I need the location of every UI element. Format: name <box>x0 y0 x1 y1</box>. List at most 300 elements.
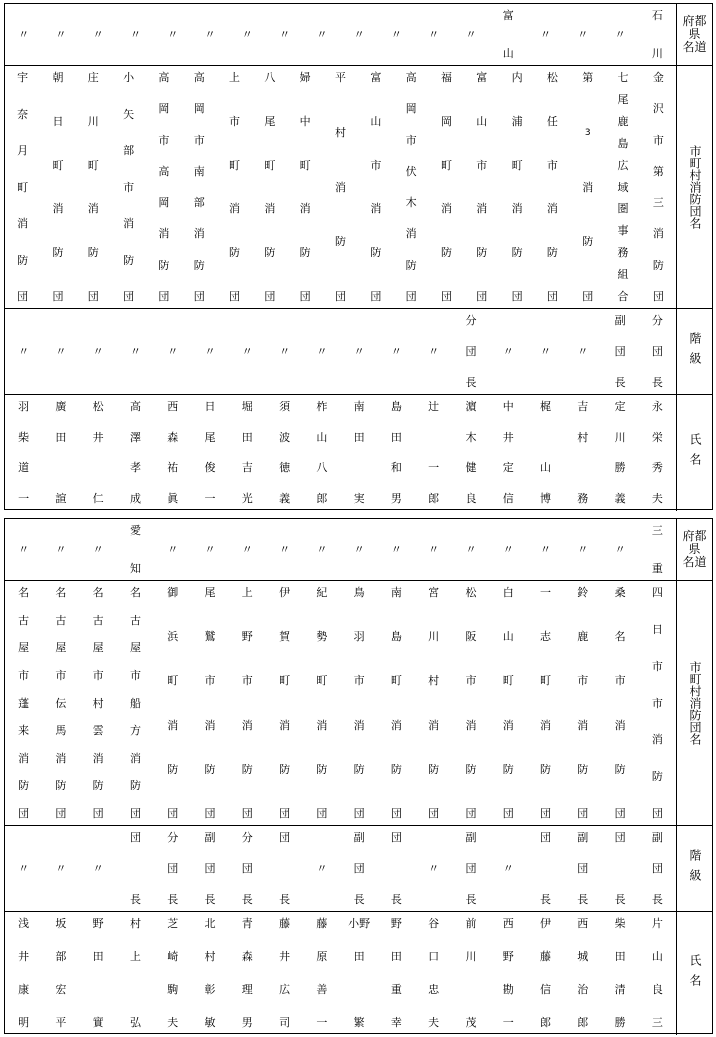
cell-char: 〃 <box>316 28 328 41</box>
cell-char: 〃 <box>204 28 216 41</box>
cell-char: 市 <box>546 158 558 172</box>
cell-char: 信 <box>502 492 514 505</box>
cell-name <box>117 912 154 1035</box>
cell-char: 小 <box>123 71 135 84</box>
cell-char: 田 <box>92 950 104 963</box>
cell-char: 消 <box>52 202 64 216</box>
cell-char: 船 <box>129 696 141 710</box>
cell-char: 防 <box>428 762 440 776</box>
cell-char: 宮 <box>428 586 440 599</box>
cell-muni <box>564 581 601 825</box>
cell-char: 柞 <box>316 400 328 413</box>
cell-char: 朝 <box>52 71 64 84</box>
cell-char: 成 <box>129 492 141 505</box>
cell-char: 消 <box>582 180 594 194</box>
cell-char: 白 <box>502 586 514 599</box>
cell-char: 部 <box>193 196 205 210</box>
cell-char: 上 <box>129 950 141 963</box>
cell-char: 芝 <box>167 917 179 930</box>
cell-char: 市 <box>405 133 417 147</box>
cell-char: 消 <box>167 718 179 732</box>
cell-muni <box>393 66 428 308</box>
cell-char: 〃 <box>167 28 179 41</box>
cell-char: 栄 <box>651 430 663 444</box>
cell-char: 知 <box>129 562 141 575</box>
cell-char: 田 <box>614 950 626 963</box>
cell-rank <box>303 826 340 911</box>
cell-char: 石 <box>651 9 663 22</box>
cell-char: 長 <box>577 893 589 906</box>
cell-char: 副 <box>204 831 216 844</box>
cell-char: 町 <box>511 158 523 172</box>
cell-char: 第 <box>652 164 664 178</box>
cell-char: 防 <box>582 235 594 249</box>
cell-char: 藤 <box>540 950 551 963</box>
cell-char: 岡 <box>193 102 205 116</box>
cell-char: 〃 <box>540 543 551 556</box>
cell-rank <box>229 309 266 394</box>
cell-char: 団 <box>123 290 135 303</box>
cell-char: 団 <box>511 290 523 303</box>
cell-muni <box>40 66 75 308</box>
cell-char: 郎 <box>540 1016 551 1029</box>
cell-rank <box>415 309 452 394</box>
cell-char: 〃 <box>577 345 589 358</box>
cell-pref <box>527 4 564 65</box>
cell-char: 団 <box>241 862 253 875</box>
cell-rank <box>80 309 117 394</box>
cell-char: 良 <box>651 983 663 996</box>
header-label: 氏名 <box>688 433 702 473</box>
cell-char: 市 <box>158 133 170 147</box>
cell-char: 市 <box>370 158 382 172</box>
cell-char: 団 <box>440 290 452 303</box>
cell-char: 消 <box>476 202 488 216</box>
cell-muni <box>182 66 217 308</box>
cell-char: 三 <box>651 524 663 537</box>
cell-char: 〃 <box>241 543 253 556</box>
cell-muni <box>378 581 415 825</box>
cell-char: 消 <box>502 718 514 732</box>
cell-char: 川 <box>614 430 626 444</box>
cell-char: 南 <box>390 586 402 599</box>
cell-char: 治 <box>577 983 589 996</box>
cell-char: 茂 <box>465 1016 477 1029</box>
cell-pref <box>341 4 378 65</box>
cell-rank <box>154 826 191 911</box>
cell-char: 島 <box>617 136 629 150</box>
cell-char: 任 <box>546 114 558 128</box>
cell-char: 岡 <box>158 102 170 116</box>
cell-pref <box>229 519 266 580</box>
row-rank <box>5 309 712 395</box>
cell-char: 名 <box>92 586 104 599</box>
cell-pref <box>154 519 191 580</box>
cell-char: 男 <box>241 1016 253 1029</box>
cell-char: 消 <box>405 227 417 241</box>
cell-muni <box>154 581 191 825</box>
cell-char: 郎 <box>428 492 440 505</box>
cell-char: 村 <box>129 917 141 930</box>
cell-char: 勢 <box>316 630 328 644</box>
cell-char: 団 <box>353 862 365 875</box>
cell-char: 団 <box>316 807 328 820</box>
cell-char: 〃 <box>18 862 30 875</box>
cell-char: 市 <box>241 674 253 688</box>
cell-char: 祐 <box>167 461 179 475</box>
cell-char: 吉 <box>577 400 589 413</box>
cell-char: 西 <box>167 400 179 413</box>
cell-rank <box>191 826 228 911</box>
cell-char: 長 <box>540 893 551 906</box>
cell-char: 健 <box>465 461 477 475</box>
cell-char: 町 <box>502 674 514 688</box>
cell-char: 桑 <box>614 586 626 599</box>
cell-char: 木 <box>465 430 477 444</box>
cell-char: 田 <box>390 950 402 963</box>
cell-muni <box>605 66 640 308</box>
cell-char: 井 <box>18 950 30 963</box>
cell-char: 前 <box>465 917 477 930</box>
cell-char: 消 <box>540 718 551 732</box>
cell-char: 高 <box>158 164 170 178</box>
cell-char: 防 <box>87 246 99 260</box>
cell-pref <box>266 4 303 65</box>
cell-char: 川 <box>428 630 440 644</box>
cell-char: 町 <box>316 674 328 688</box>
cell-char: 副 <box>614 314 626 327</box>
cell-name <box>601 395 638 511</box>
cell-rank <box>415 826 452 911</box>
cell-char: 平 <box>334 71 346 84</box>
cell-char: 村 <box>92 696 104 710</box>
cell-char: 古 <box>92 613 104 627</box>
cell-char: 〃 <box>502 862 514 875</box>
cell-char: 山 <box>370 114 382 128</box>
cell-name <box>303 395 340 511</box>
cell-char: 市 <box>204 674 216 688</box>
cell-char: 防 <box>92 779 104 793</box>
cell-char: 消 <box>123 217 135 230</box>
cell-char: 村 <box>577 430 589 444</box>
cell-char: 〃 <box>428 345 440 358</box>
cell-char: 富 <box>476 71 488 84</box>
cell-char: 防 <box>476 246 488 260</box>
cell-char: 庄 <box>87 71 99 84</box>
cell-muni <box>464 66 499 308</box>
cell-char: 団 <box>502 807 514 820</box>
cell-pref <box>564 519 601 580</box>
header-pref <box>676 519 712 580</box>
row-name <box>5 912 712 1035</box>
cell-pref <box>80 519 117 580</box>
cell-char: 〃 <box>614 28 626 41</box>
cell-name <box>5 912 42 1035</box>
cell-char: 〃 <box>390 28 402 41</box>
header-label: 階級 <box>688 331 702 372</box>
cell-char: 防 <box>577 762 589 776</box>
cell-char: 内 <box>511 71 523 84</box>
cell-muni <box>303 581 340 825</box>
cell-char: 〃 <box>465 28 477 41</box>
cell-char: 消 <box>55 751 67 765</box>
cell-muni <box>358 66 393 308</box>
cell-char: 消 <box>511 202 523 216</box>
cell-name <box>415 912 452 1035</box>
cell-muni <box>341 581 378 825</box>
cell-char: 市 <box>577 674 589 688</box>
cell-char: 分 <box>465 314 477 327</box>
cell-char: 〃 <box>55 543 67 556</box>
cell-char: 分 <box>651 314 663 327</box>
cell-char: 防 <box>334 235 346 249</box>
cell-char: 〃 <box>540 345 551 358</box>
cell-char: 四 <box>651 586 663 599</box>
cell-char: 防 <box>204 762 216 776</box>
cell-char: 上 <box>229 71 241 84</box>
cell-muni <box>117 581 154 825</box>
cell-char: 防 <box>353 762 365 776</box>
cell-rank <box>42 309 79 394</box>
cell-name <box>191 395 228 511</box>
cell-char: 団 <box>651 345 663 358</box>
cell-rank <box>527 826 564 911</box>
cell-pref <box>341 519 378 580</box>
cell-char: 長 <box>204 893 216 906</box>
cell-char: 〃 <box>55 28 67 41</box>
cell-char: 波 <box>279 430 291 444</box>
cell-char: 志 <box>540 630 551 644</box>
cell-char: 岡 <box>440 114 452 128</box>
cell-char: 防 <box>193 258 205 272</box>
cell-char: 団 <box>87 290 99 303</box>
cell-char: 浜 <box>167 630 179 644</box>
cell-char: 古 <box>18 613 30 627</box>
cell-char: 〃 <box>316 543 328 556</box>
cell-char: 長 <box>241 893 253 906</box>
cell-char: 辻 <box>428 400 440 413</box>
cell-muni <box>570 66 605 308</box>
cell-char: 防 <box>123 253 135 267</box>
cell-char: 繁 <box>353 1016 365 1029</box>
cell-char: 消 <box>92 751 104 765</box>
cell-char: 伊 <box>279 586 291 599</box>
cell-char: 山 <box>476 114 488 128</box>
cell-char: 尾 <box>204 586 216 599</box>
cell-char: 北 <box>204 917 216 930</box>
cell-char: 沢 <box>652 102 664 116</box>
cell-name <box>378 395 415 511</box>
cell-char: 〃 <box>167 345 179 358</box>
cell-muni <box>641 66 676 308</box>
cell-char: 光 <box>241 492 253 505</box>
cell-char: 町 <box>52 158 64 172</box>
cell-char: 永 <box>651 400 663 413</box>
cell-char: 鈴 <box>577 586 589 599</box>
cell-char: 団 <box>167 862 179 875</box>
cell-char: 博 <box>540 492 551 505</box>
cell-char: 勘 <box>502 983 514 996</box>
cell-pref <box>490 4 527 65</box>
header-muni <box>676 581 712 825</box>
cell-char: 長 <box>129 893 141 906</box>
cell-char: 消 <box>428 718 440 732</box>
cell-pref <box>415 519 452 580</box>
cell-char: 矢 <box>123 107 135 121</box>
cell-char: 〃 <box>428 28 440 41</box>
cell-char: 實 <box>92 1016 104 1029</box>
cell-char: 長 <box>279 893 291 906</box>
cell-char: 団 <box>465 807 477 820</box>
cell-char: 〃 <box>92 345 104 358</box>
cell-char: 防 <box>229 246 241 260</box>
cell-char: 一 <box>18 492 30 505</box>
cell-char: 一 <box>316 1016 328 1029</box>
cell-char: 井 <box>92 430 104 444</box>
cell-rank <box>601 309 638 394</box>
cell-char: 〃 <box>279 543 291 556</box>
header-label: 階級 <box>688 848 702 889</box>
cell-char: 長 <box>651 893 663 906</box>
cell-name <box>42 395 79 511</box>
cell-char: 消 <box>652 227 664 241</box>
cell-rank <box>639 826 676 911</box>
cell-char: 防 <box>17 253 29 267</box>
cell-name <box>266 912 303 1035</box>
cell-char: 団 <box>353 807 365 820</box>
cell-char: 和 <box>390 461 402 475</box>
cell-char: 浦 <box>511 114 523 128</box>
cell-char: 三 <box>652 196 664 210</box>
cell-muni <box>527 581 564 825</box>
cell-muni <box>111 66 146 308</box>
cell-char: 市 <box>55 668 67 682</box>
cell-rank <box>229 826 266 911</box>
cell-char: 町 <box>264 158 276 172</box>
cell-char: 消 <box>651 733 663 747</box>
cell-char: 消 <box>129 751 141 765</box>
header-label: 府都 県 名道 <box>682 529 707 569</box>
cell-char: 団 <box>55 807 67 820</box>
cell-char: 名 <box>55 586 67 599</box>
cell-char: 川 <box>87 114 99 128</box>
cell-char: 島 <box>390 400 402 413</box>
cell-name <box>229 395 266 511</box>
cell-char: 夫 <box>167 1016 179 1029</box>
header-label: 市町村消防団名 <box>688 661 702 745</box>
cell-char: 〃 <box>353 28 365 41</box>
cell-char: 町 <box>540 674 551 688</box>
cell-pref <box>191 519 228 580</box>
cell-char: 市 <box>465 674 477 688</box>
cell-char: 〃 <box>577 543 589 556</box>
cell-rank <box>378 309 415 394</box>
cell-char: 団 <box>129 807 141 820</box>
cell-char: 屋 <box>92 641 104 655</box>
cell-char: 市 <box>614 674 626 688</box>
cell-char: 重 <box>390 983 402 996</box>
cell-char: 務 <box>617 246 629 260</box>
cell-char: 防 <box>279 762 291 776</box>
cell-char: 南 <box>193 164 205 178</box>
cell-char: 防 <box>652 258 664 272</box>
cell-char: 市 <box>652 133 664 147</box>
cell-char: 〃 <box>241 345 253 358</box>
header-muni <box>676 66 712 308</box>
cell-char: 消 <box>577 718 589 732</box>
cell-char: 古 <box>129 613 141 627</box>
cell-char: 重 <box>651 562 663 575</box>
cell-char: 団 <box>241 807 253 820</box>
cell-char: 〃 <box>204 345 216 358</box>
cell-char: 康 <box>18 983 30 996</box>
cell-char: 長 <box>465 376 477 389</box>
cell-char: 平 <box>55 1016 67 1029</box>
cell-char: 村 <box>204 950 216 963</box>
cell-char: 団 <box>614 807 626 820</box>
cell-rank <box>303 309 340 394</box>
cell-char: 忠 <box>428 983 440 996</box>
cell-char: 実 <box>353 492 365 505</box>
cell-char: 長 <box>614 893 626 906</box>
cell-char: 柴 <box>614 917 626 930</box>
cell-char: 村 <box>428 674 440 688</box>
cell-pref <box>117 519 154 580</box>
cell-char: 八 <box>264 71 276 84</box>
cell-char: 消 <box>299 202 311 216</box>
cell-char: 須 <box>279 400 291 413</box>
cell-muni <box>5 581 42 825</box>
cell-char: 〃 <box>92 28 104 41</box>
cell-name <box>191 912 228 1035</box>
cell-char: 中 <box>299 114 311 128</box>
cell-char: 八 <box>316 461 328 475</box>
row-muni <box>5 581 712 826</box>
cell-char: 澤 <box>129 430 141 444</box>
cell-char: 紀 <box>316 586 328 599</box>
cell-char: 一 <box>540 586 551 599</box>
cell-char: 坂 <box>55 917 67 930</box>
cell-char: 屋 <box>18 641 30 655</box>
row-rank <box>5 826 712 912</box>
cell-char: 市 <box>129 668 141 682</box>
cell-char: 夫 <box>651 492 663 505</box>
cell-char: 弘 <box>129 1016 141 1029</box>
cell-char: 域 <box>617 180 629 194</box>
cell-char: 防 <box>129 779 141 793</box>
cell-char: 藤 <box>279 917 291 930</box>
cell-char: 消 <box>158 227 170 241</box>
cell-muni <box>639 581 676 825</box>
cell-char: 防 <box>55 779 67 793</box>
cell-char: 団 <box>390 831 402 844</box>
cell-char: 川 <box>651 47 663 60</box>
cell-pref <box>527 519 564 580</box>
cell-pref <box>154 4 191 65</box>
cell-char: 〃 <box>540 28 551 41</box>
cell-char: 松 <box>92 400 104 413</box>
cell-char: 〃 <box>316 345 328 358</box>
cell-char: 浅 <box>18 917 30 930</box>
cell-char: 来 <box>18 724 30 738</box>
cell-pref <box>266 519 303 580</box>
cell-char: 西 <box>577 917 589 930</box>
cell-char: 市 <box>353 674 365 688</box>
cell-pref <box>639 519 676 580</box>
cell-char: 夫 <box>428 1016 440 1029</box>
cell-char: 鳥 <box>353 586 365 599</box>
cell-muni <box>229 581 266 825</box>
